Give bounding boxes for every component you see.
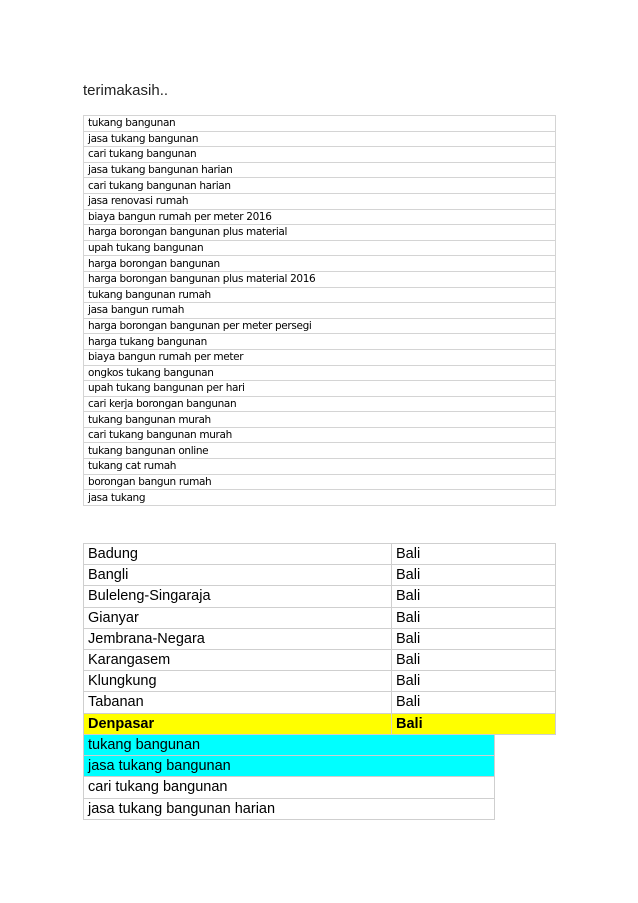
table-row <box>84 162 556 178</box>
table-row <box>84 131 556 147</box>
table-row <box>84 649 556 670</box>
table-row <box>84 303 556 319</box>
table-row <box>84 334 556 350</box>
city-cell: Klungkung <box>84 671 392 692</box>
city-cell: Jembrana-Negara <box>84 628 392 649</box>
table-row <box>84 443 556 459</box>
keyword-table <box>83 115 556 506</box>
table-row <box>84 256 556 272</box>
keyword-cell: cari tukang bangunan <box>84 147 556 163</box>
province-cell: Bali <box>392 565 556 586</box>
table-row <box>84 240 556 256</box>
table-row <box>84 798 495 819</box>
table-row <box>84 318 556 334</box>
province-cell: Bali <box>392 713 556 734</box>
city-cell: Buleleng-Singaraja <box>84 586 392 607</box>
table-row <box>84 671 556 692</box>
keyword-cell: tukang bangunan <box>84 735 495 756</box>
keyword-cell: ongkos tukang bangunan <box>84 365 556 381</box>
keyword-cell: jasa tukang <box>84 490 556 506</box>
table-row <box>84 490 556 506</box>
table-row <box>84 381 556 397</box>
keyword-cell: tukang cat rumah <box>84 459 556 475</box>
table-row <box>84 209 556 225</box>
table-row <box>84 287 556 303</box>
province-cell: Bali <box>392 692 556 713</box>
table-row <box>84 459 556 475</box>
table-row <box>84 396 556 412</box>
keyword-cell: borongan bangun rumah <box>84 474 556 490</box>
table-row <box>84 427 556 443</box>
table-row <box>84 735 495 756</box>
keyword-cell: harga borongan bangunan <box>84 256 556 272</box>
table-row <box>84 116 556 132</box>
city-cell: Badung <box>84 544 392 565</box>
keyword-cell: jasa renovasi rumah <box>84 193 556 209</box>
province-cell: Bali <box>392 628 556 649</box>
table-row <box>84 193 556 209</box>
table-row <box>84 178 556 194</box>
keyword-cell: tukang bangunan online <box>84 443 556 459</box>
city-cell: Tabanan <box>84 692 392 713</box>
table-row <box>84 565 556 586</box>
keyword-cell: upah tukang bangunan <box>84 240 556 256</box>
table-row <box>84 474 556 490</box>
keyword-cell: cari kerja borongan bangunan <box>84 396 556 412</box>
keyword-cell: tukang bangunan <box>84 116 556 132</box>
keyword-cell: jasa tukang bangunan <box>84 756 495 777</box>
keyword-table-large <box>83 734 495 820</box>
table-row <box>84 777 495 798</box>
table-row <box>84 692 556 713</box>
keyword-cell: cari tukang bangunan murah <box>84 427 556 443</box>
page-heading: terimakasih.. <box>83 82 169 99</box>
keyword-cell: harga borongan bangunan plus material <box>84 225 556 241</box>
city-cell: Denpasar <box>84 713 392 734</box>
table-row <box>84 607 556 628</box>
keyword-cell: cari tukang bangunan <box>84 777 495 798</box>
table-row <box>84 756 495 777</box>
province-cell: Bali <box>392 586 556 607</box>
table-row <box>84 628 556 649</box>
table-row <box>84 271 556 287</box>
table-row <box>84 365 556 381</box>
table-row <box>84 586 556 607</box>
keyword-cell: biaya bangun rumah per meter 2016 <box>84 209 556 225</box>
table-row <box>84 349 556 365</box>
keyword-cell: jasa bangun rumah <box>84 303 556 319</box>
keyword-cell: tukang bangunan rumah <box>84 287 556 303</box>
province-cell: Bali <box>392 607 556 628</box>
city-cell: Karangasem <box>84 649 392 670</box>
keyword-cell: jasa tukang bangunan harian <box>84 798 495 819</box>
keyword-cell: cari tukang bangunan harian <box>84 178 556 194</box>
keyword-cell: biaya bangun rumah per meter <box>84 349 556 365</box>
keyword-cell: tukang bangunan murah <box>84 412 556 428</box>
city-table <box>83 543 556 735</box>
table-row <box>84 544 556 565</box>
keyword-cell: harga tukang bangunan <box>84 334 556 350</box>
table-row <box>84 225 556 241</box>
province-cell: Bali <box>392 649 556 670</box>
keyword-cell: jasa tukang bangunan <box>84 131 556 147</box>
province-cell: Bali <box>392 544 556 565</box>
keyword-cell: upah tukang bangunan per hari <box>84 381 556 397</box>
city-cell: Gianyar <box>84 607 392 628</box>
table-row <box>84 147 556 163</box>
table-row <box>84 713 556 734</box>
table-row <box>84 412 556 428</box>
keyword-cell: harga borongan bangunan plus material 2016 <box>84 271 556 287</box>
city-cell: Bangli <box>84 565 392 586</box>
keyword-cell: harga borongan bangunan per meter persegi <box>84 318 556 334</box>
province-cell: Bali <box>392 671 556 692</box>
keyword-cell: jasa tukang bangunan harian <box>84 162 556 178</box>
